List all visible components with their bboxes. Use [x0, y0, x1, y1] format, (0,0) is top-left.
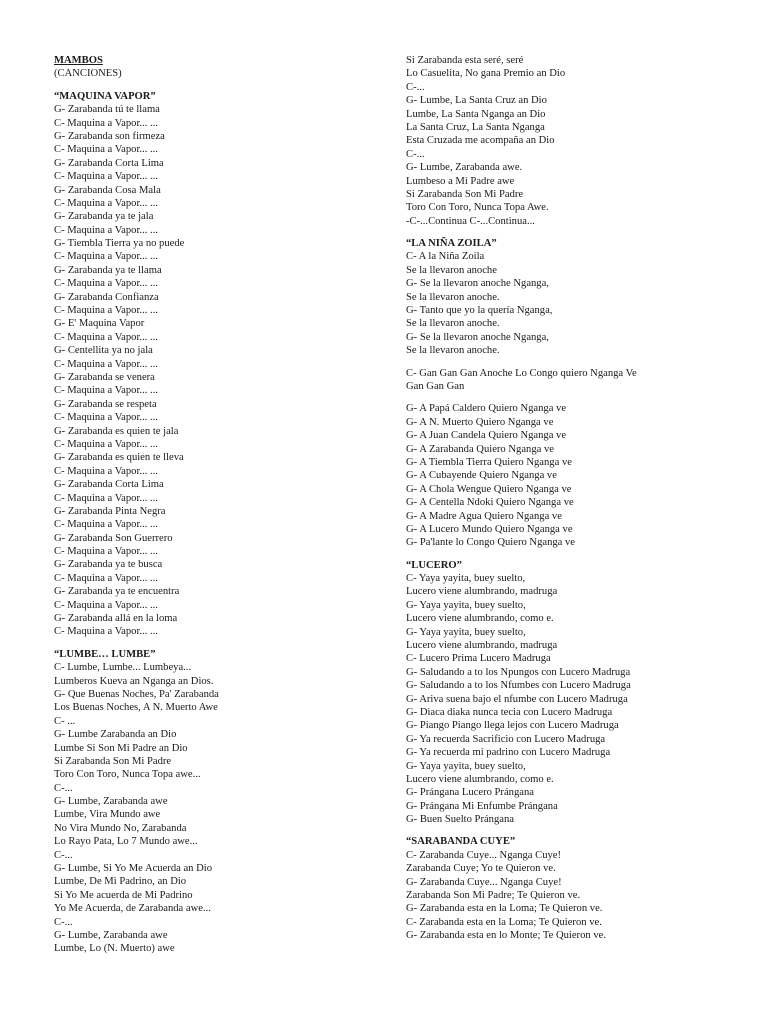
lyric-line: G- Lumbe, Zarabanda awe: [54, 796, 168, 808]
verse-gap: [406, 228, 736, 237]
lyric-line: C- Maquina a Vapor... ...: [54, 385, 158, 397]
lyric-line: G- Piango Piango llega lejos con Lucero Madruga: [406, 720, 619, 732]
lyric-line: G- Zarabanda ya te llama: [54, 264, 162, 276]
lyric-line: G- A Lucero Mundo Quiero Nganga ve: [406, 523, 573, 535]
lyric-line: G- Zarabanda se respeta: [54, 398, 157, 410]
verse-gap: [406, 358, 736, 367]
lyric-line: G- Que Buenas Noches, Pa' Zarabanda: [54, 688, 219, 700]
lyric-line: G- Zarabanda es quien te jala: [54, 425, 179, 437]
lyric-line: C- Gan Gan Gan Anoche Lo Congo quiero Nganga Ve: [406, 367, 637, 379]
lyric-line: G- Ariva suena bajo el nfumbe con Lucero Madruga: [406, 693, 628, 705]
lyric-line: G- Tanto que yo la quería Nganga,: [406, 305, 553, 317]
lyric-line: G- Yaya yayita, buey suelto,: [406, 599, 526, 611]
lyric-line: G- Zarabanda Cuye... Nganga Cuye!: [406, 876, 562, 888]
lyric-line: Se la llevaron anoche: [406, 264, 497, 276]
lyric-line: G- Zarabanda ya te jala: [54, 211, 154, 223]
lyric-line: G- Prángana Mi Enfumbe Prángana: [406, 800, 558, 812]
lyric-line: La Santa Cruz, La Santa Nganga: [406, 121, 545, 133]
lyric-line: G- Se la llevaron anoche Nganga,: [406, 278, 549, 290]
lyric-line: G- A Papá Caldero Quiero Nganga ve: [406, 403, 567, 415]
lyric-line: C-...: [54, 782, 73, 794]
lyric-line: Lumbe, De Mi Padrino, an Dio: [54, 876, 187, 888]
lyric-line: G- Centellita ya no jala: [54, 345, 153, 357]
lyric-line: G- Zarabanda son firmeza: [54, 130, 165, 142]
lyric-line: C- Zarabanda esta en la Loma; Te Quieron ve.: [406, 916, 602, 928]
lyric-line: Lumbeso a Mi Padre awe: [406, 175, 515, 187]
lyric-line: G- A Juan Candela Quiero Nganga ve: [406, 430, 567, 442]
lyric-line: C- Lucero Prima Lucero Madruga: [406, 653, 551, 665]
lyric-line: C- Zarabanda Cuye... Nganga Cuye!: [406, 849, 562, 861]
lyric-line: C-...: [54, 916, 73, 928]
lyric-line: G- A Madre Agua Quiero Nganga ve: [406, 510, 562, 522]
lyric-line: C- Yaya yayita, buey suelto,: [406, 573, 526, 585]
lyric-line: G- Ya recuerda mi padrino con Lucero Madruga: [406, 747, 611, 759]
lyric-line: C- Maquina a Vapor... ...: [54, 305, 158, 317]
lyric-line: G- A Cubayende Quiero Nganga ve: [406, 470, 557, 482]
lyric-line: G- Zarabanda tú te llama: [54, 104, 160, 116]
lyric-line: G- Tiembla Tierra ya no puede: [54, 238, 185, 250]
lyric-line: Esta Cruzada me acompaña an Dio: [406, 135, 555, 147]
document-title: MAMBOS: [54, 55, 103, 66]
lyric-line: C- Maquina a Vapor... ...: [54, 197, 158, 209]
lyric-line: Si Yo Me acuerda de Mi Padrino: [54, 889, 193, 901]
lyric-line: C- Maquina a Vapor... ...: [54, 171, 158, 183]
lyric-line: G- Yaya yayita, buey suelto,: [406, 760, 526, 772]
lyric-line: Lucero viene alumbrando, como e.: [406, 613, 554, 625]
lyric-line: C- Maquina a Vapor... ...: [54, 224, 158, 236]
lyric-line: G- Lumbe Zarabanda an Dio: [54, 729, 177, 741]
lyric-line: Zarabanda Son Mi Padre; Te Quieron ve.: [406, 890, 581, 902]
lyric-line: Zarabanda Cuye; Yo te Quieron ve.: [406, 863, 556, 875]
lyric-line: G- Buen Suelto Prángana: [406, 814, 514, 826]
song-title: “LUCERO”: [406, 559, 462, 571]
lyric-line: Se la llevaron anoche.: [406, 318, 500, 330]
lyric-line: C-...: [406, 81, 425, 93]
lyric-line: Lumbe, Vira Mundo awe: [54, 809, 161, 821]
lyric-line: C- Maquina a Vapor... ...: [54, 438, 158, 450]
song-title: “LA NIÑA ZOILA”: [406, 238, 497, 250]
lyric-line: C-...: [54, 849, 73, 861]
lyric-line: C- Maquina a Vapor... ...: [54, 546, 158, 558]
lyric-line: Toro Con Toro, Nunca Topa Awe.: [406, 202, 549, 214]
verse-gap: [54, 81, 384, 90]
lyric-line: G- Zarabanda esta en la Loma; Te Quieron ve.: [406, 903, 603, 915]
lyric-line: (CANCIONES): [54, 68, 122, 80]
lyric-line: C- Maquina a Vapor... ...: [54, 492, 158, 504]
left-column: [54, 54, 384, 956]
lyric-line: Los Buenas Noches, A N. Muerto Awe: [54, 702, 218, 714]
lyric-line: G- Se la llevaron anoche Nganga,: [406, 331, 549, 343]
lyric-line: G- Saludando a to los Npungos con Lucero Madruga: [406, 666, 631, 678]
lyric-line: C- Maquina a Vapor... ...: [54, 251, 158, 263]
lyric-line: G- Lumbe, Zarabanda awe: [54, 930, 168, 941]
lyric-line: G- Pa'lante lo Congo Quiero Nganga ve: [406, 537, 576, 549]
verse-gap: [406, 826, 736, 835]
lyric-line: No Vira Mundo No, Zarabanda: [54, 822, 187, 834]
lyric-line: G- Saludando a to los Nfumbes con Lucero Madruga: [406, 680, 631, 692]
lyric-line: G- Zarabanda Corta Lima: [54, 479, 164, 491]
lyric-line: G- Zarabanda Pinta Negra: [54, 505, 166, 517]
lyric-line: Se la llevaron anoche.: [406, 345, 500, 357]
lyric-line: G- Zarabanda Confianza: [54, 291, 159, 303]
lyric-line: Si Zarabanda esta seré, seré: [406, 55, 524, 66]
lyric-line: G- Diaca diaka nunca tecia con Lucero Madruga: [406, 706, 613, 718]
lyric-line: G- Lumbe, Zarabanda awe.: [406, 162, 523, 174]
lyric-line: Se la llevaron anoche.: [406, 291, 500, 303]
lyric-line: Gan Gan Gan: [406, 380, 465, 392]
song-title: “SARABANDA CUYE”: [406, 836, 516, 848]
verse-gap: [406, 393, 736, 402]
lyric-line: Yo Me Acuerda, de Zarabanda awe...: [54, 903, 211, 915]
lyric-line: G- A Zarabanda Quiero Nganga ve: [406, 443, 554, 455]
lyric-line: C- Maquina a Vapor... ...: [54, 117, 158, 129]
lyric-line: G- Zarabanda Corta Lima: [54, 157, 164, 169]
lyric-line: G- A N. Muerto Quiero Nganga ve: [406, 416, 554, 428]
lyric-line: Lucero viene alumbrando, madruga: [406, 586, 558, 598]
lyric-line: C- ...: [54, 715, 76, 727]
lyric-line: C- Maquina a Vapor... ...: [54, 278, 158, 290]
right-column: [406, 54, 736, 943]
lyric-line: C- Maquina a Vapor... ...: [54, 572, 158, 584]
verse-gap: [406, 550, 736, 559]
lyric-line: G- A Tiembla Tierra Quiero Nganga ve: [406, 456, 572, 468]
lyric-line: Si Zarabanda Son Mi Padre: [406, 188, 524, 200]
lyric-line: G- Lumbe, La Santa Cruz an Dio: [406, 95, 547, 107]
lyric-line: Toro Con Toro, Nunca Topa awe...: [54, 769, 201, 781]
lyric-line: C- Maquina a Vapor... ...: [54, 412, 158, 424]
lyric-line: G- Zarabanda ya te encuentra: [54, 586, 180, 598]
lyric-line: C- Maquina a Vapor... ...: [54, 626, 158, 638]
lyric-line: C- Maquina a Vapor... ...: [54, 331, 158, 343]
lyric-line: C- Maquina a Vapor... ...: [54, 144, 158, 156]
lyric-line: C- Maquina a Vapor... ...: [54, 358, 158, 370]
lyric-line: C- Maquina a Vapor... ...: [54, 519, 158, 531]
lyric-line: Lucero viene alumbrando, como e.: [406, 773, 554, 785]
lyric-line: G- E' Maquina Vapor: [54, 318, 145, 330]
verse-gap: [54, 639, 384, 648]
lyric-line: G- Zarabanda ya te busca: [54, 559, 163, 571]
lyric-line: Lo Casuelita, No gana Premio an Dio: [406, 68, 566, 80]
lyric-line: C- Lumbe, Lumbe... Lumbeya...: [54, 662, 192, 674]
lyric-line: G- Zarabanda esta en lo Monte; Te Quieron ve.: [406, 930, 606, 942]
lyric-line: Lumbe Si Son Mi Padre an Dio: [54, 742, 188, 754]
lyric-line: Lumbe, La Santa Nganga an Dio: [406, 108, 546, 120]
lyric-line: Si Zarabanda Son Mi Padre: [54, 755, 172, 767]
lyric-line: -C-...Continua C-...Continua...: [406, 215, 535, 227]
song-title: “MAQUINA VAPOR”: [54, 90, 156, 102]
lyric-line: G- Zarabanda Son Guerrero: [54, 532, 173, 544]
lyric-line: Lumberos Kueva an Nganga an Dios.: [54, 675, 214, 687]
lyric-line: G- Ya recuerda Sacrificio con Lucero Madruga: [406, 733, 606, 745]
lyric-line: G- Zarabanda se venera: [54, 371, 155, 383]
lyric-line: G- Prángana Lucero Prángana: [406, 787, 534, 799]
lyric-line: Lucero viene alumbrando, madruga: [406, 640, 558, 652]
lyric-line: G- Zarabanda Cosa Mala: [54, 184, 161, 196]
lyric-line: C- A la Niña Zoila: [406, 251, 485, 263]
lyric-line: C- Maquina a Vapor... ...: [54, 599, 158, 611]
lyric-line: Lumbe, Lo (N. Muerto) awe: [54, 943, 175, 955]
lyric-line: Lo Rayo Pata, Lo 7 Mundo awe...: [54, 836, 198, 848]
lyric-line: G- Lumbe, Si Yo Me Acuerda an Dio: [54, 863, 213, 875]
lyric-line: G- Zarabanda allá en la loma: [54, 613, 178, 625]
lyric-line: G- A Centella Ndoki Quiero Nganga ve: [406, 497, 574, 509]
lyric-line: G- Yaya yayita, buey suelto,: [406, 626, 526, 638]
lyric-line: C-...: [406, 148, 425, 160]
song-title: “LUMBE… LUMBE”: [54, 648, 156, 660]
lyric-line: G- Zarabanda es quien te lleva: [54, 452, 184, 464]
lyric-line: G- A Chola Wengue Quiero Nganga ve: [406, 483, 572, 495]
lyric-line: C- Maquina a Vapor... ...: [54, 465, 158, 477]
